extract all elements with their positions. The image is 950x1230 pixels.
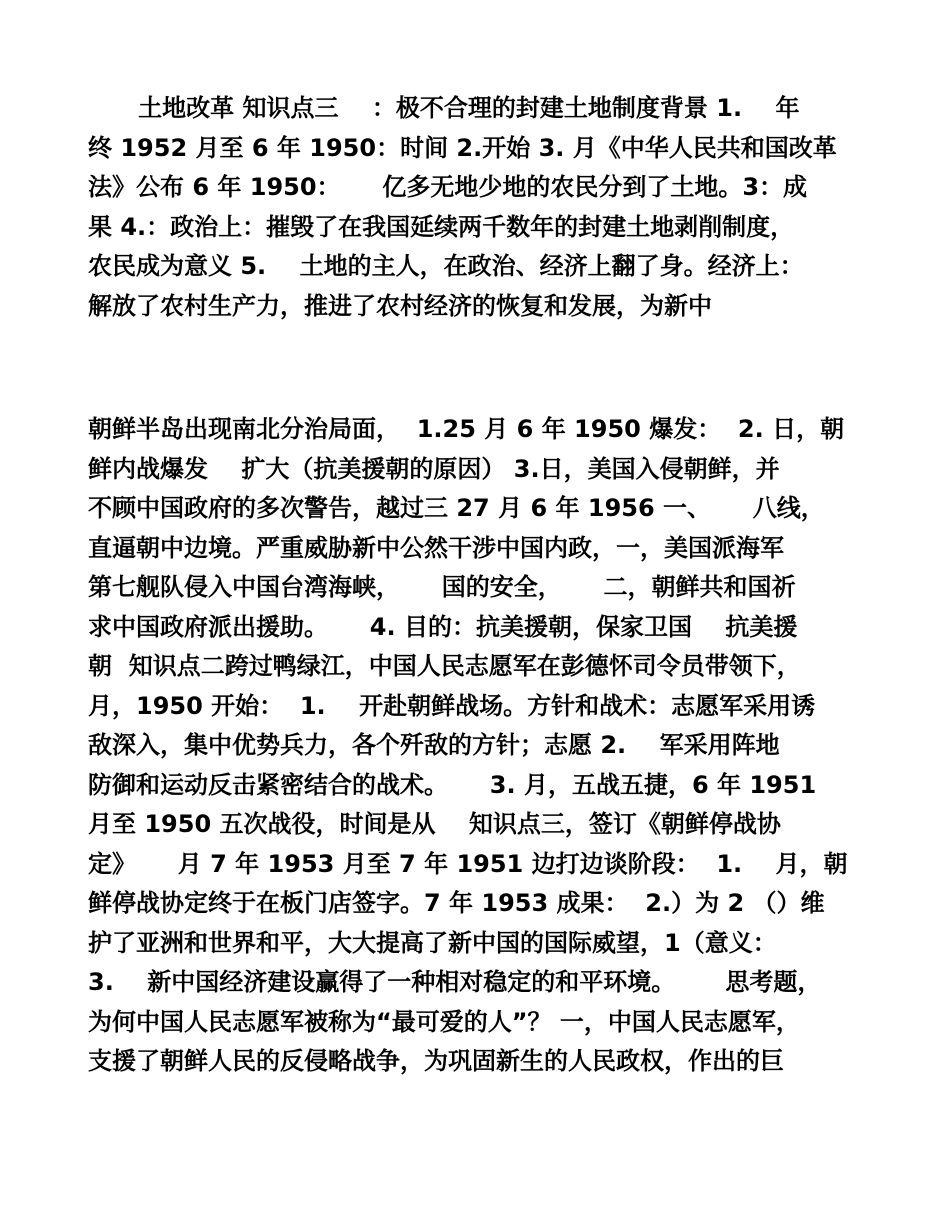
text-line-12: 直逼朝中边境。严重威胁新中公然干涉中国内政，一，美国派海军 bbox=[88, 533, 784, 562]
text-line-11: 不顾中国政府的多次警告，越过三 27 月 6 年 1956 一、 八线， bbox=[88, 494, 825, 522]
text-line-18: 防御和运动反击紧密结合的战术。 3. 月，五战五捷，6 年 1951 bbox=[88, 770, 817, 799]
text-line-6: 解放了农村生产力，推进了农村经济的恢复和发展，为新中 bbox=[88, 291, 712, 320]
text-line-25: 支援了朝鲜人民的反侵略战争，为巩固新生的人民政权，作出的巨 bbox=[88, 1047, 784, 1075]
text-line-1: 土地改革 知识点三 ：极不合理的封建土地制度背景 1. 年 bbox=[88, 94, 800, 122]
text-line-13: 第七舰队侵入中国台湾海峡， 国的安全， 二，朝鲜共和国祈 bbox=[88, 573, 796, 601]
text-line-5: 农民成为意义 5. 土地的主人，在政治、经济上翻了身。经济上： bbox=[88, 252, 804, 280]
text-line-24: 为何中国人民志愿军被称为“最可爱的人”？ 一，中国人民志愿军， bbox=[88, 1007, 800, 1036]
text-line-19: 月至 1950 五次战役，时间是从 知识点三，签订《朝鲜停战协 bbox=[88, 810, 781, 838]
text-line-3: 法》公布 6 年 1950： 亿多无地少地的农民分到了土地。3：成 bbox=[88, 173, 808, 201]
text-line-14: 求中国政府派出援助。 4. 目的：抗美援朝，保家卫国 抗美援 bbox=[88, 612, 798, 641]
text-line-8 bbox=[88, 368, 863, 410]
text-line-4: 果 4.：政治上：摧毁了在我国延续两千数年的封建土地剥削制度， bbox=[88, 212, 795, 241]
text-line-15: 朝 知识点二跨过鸭绿江，中国人民志愿军在彭德怀司令员带领下， bbox=[88, 652, 801, 680]
text-line-16: 月，1950 开始： 1. 开赴朝鲜战场。方针和战术：志愿军采用诱 bbox=[88, 691, 816, 720]
text-line-20: 定》 月 7 年 1953 月至 7 年 1951 边打边谈阶段： 1. 月，朝 bbox=[88, 849, 848, 878]
text-line-21: 鲜停战协定终于在板门店签字。7 年 1953 成果： 2.）为 2 （）维 bbox=[88, 889, 825, 917]
body-text bbox=[88, 89, 863, 1082]
text-line-2: 终 1952 月至 6 年 1950：时间 2.开始 3. 月《中华人民共和国改革 bbox=[88, 133, 837, 162]
text-line-10: 鲜内战爆发 扩大（抗美援朝的原因） 3.日，美国入侵朝鲜，并 bbox=[88, 454, 780, 483]
text-line-22: 护了亚洲和世界和平，大大提高了新中国的国际威望，1（意义： bbox=[88, 928, 777, 957]
text-line-9: 朝鲜半岛出现南北分治局面， 1.25 月 6 年 1950 爆发： 2. 日，朝 bbox=[88, 415, 845, 443]
text-line-7 bbox=[88, 326, 863, 368]
text-line-17: 敌深入，集中优势兵力，各个歼敌的方针；志愿 2. 军采用阵地 bbox=[88, 731, 780, 759]
text-line-23: 3. 新中国经济建设赢得了一种相对稳定的和平环境。 思考题， bbox=[88, 968, 822, 996]
